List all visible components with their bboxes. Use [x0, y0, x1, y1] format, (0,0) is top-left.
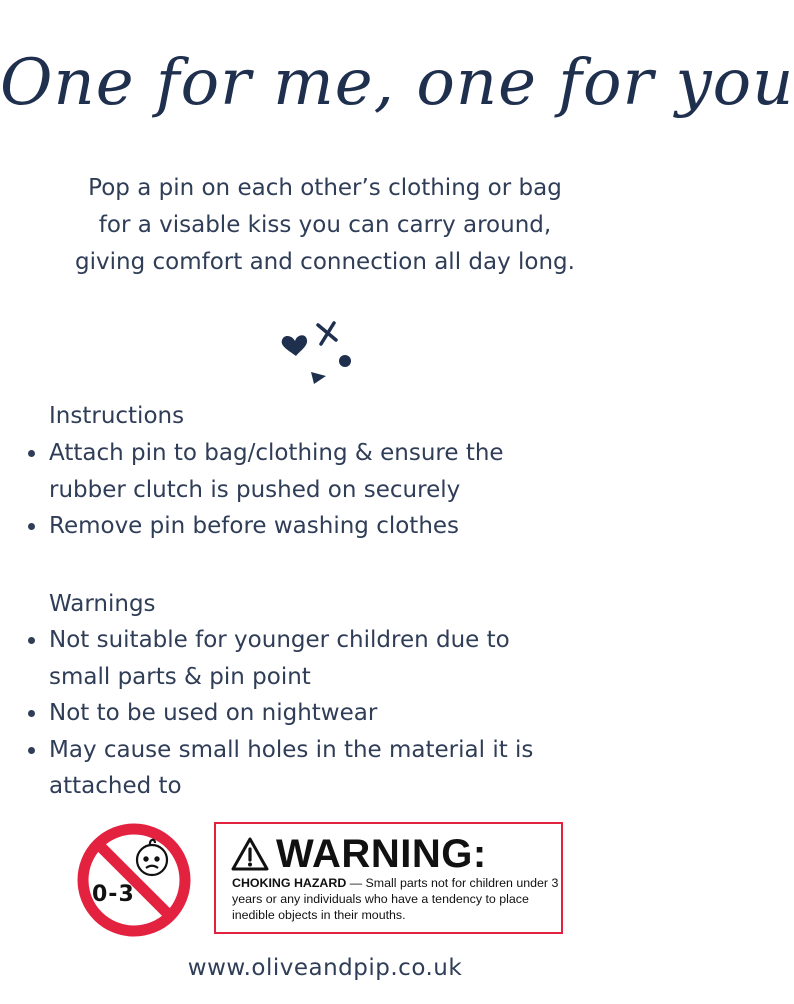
warning-header — [230, 832, 487, 876]
intro-line: giving comfort and connection all day long. — [75, 249, 575, 275]
instructions-heading: Instructions — [49, 403, 185, 429]
dot-icon — [339, 355, 351, 367]
list-item: Not to be used on nightwear — [0, 695, 640, 732]
choking-warning-label — [214, 822, 563, 934]
list-item: Not suitable for younger children due to small parts & pin point — [0, 622, 640, 695]
website-link[interactable]: www.oliveandpip.co.uk — [187, 955, 463, 981]
list-item: Attach pin to bag/clothing & ensure the rubber clutch is pushed on securely — [0, 435, 640, 508]
warnings-list — [0, 622, 640, 805]
heart-kiss-doodle-icon — [278, 318, 358, 388]
heart-icon — [282, 335, 307, 356]
hazard-description: — Small parts not for children under 3 years or any individuals who have a tendency to place inedible objects in their mouths. — [232, 876, 559, 922]
hazard-label: CHOKING HAZARD — [232, 876, 347, 890]
instructions-list — [0, 435, 640, 545]
intro-text — [20, 170, 630, 281]
intro-line: for a visable kiss you can carry around, — [98, 212, 552, 238]
list-item: May cause small holes in the material it is attached to — [0, 732, 640, 805]
age-range-label: 0-3 — [92, 882, 135, 907]
intro-line: Pop a pin on each other’s clothing or bag — [88, 175, 562, 201]
warning-body — [232, 875, 562, 923]
age-restriction-icon — [76, 822, 192, 938]
warnings-heading: Warnings — [49, 591, 156, 617]
kiss-x-icon — [318, 323, 336, 344]
triangle-icon — [311, 372, 326, 384]
warning-triangle-icon — [230, 836, 270, 872]
list-item: Remove pin before washing clothes — [0, 508, 640, 545]
page-title: One for me, one for you — [0, 46, 794, 120]
warning-headline: WARNING: — [276, 832, 487, 876]
